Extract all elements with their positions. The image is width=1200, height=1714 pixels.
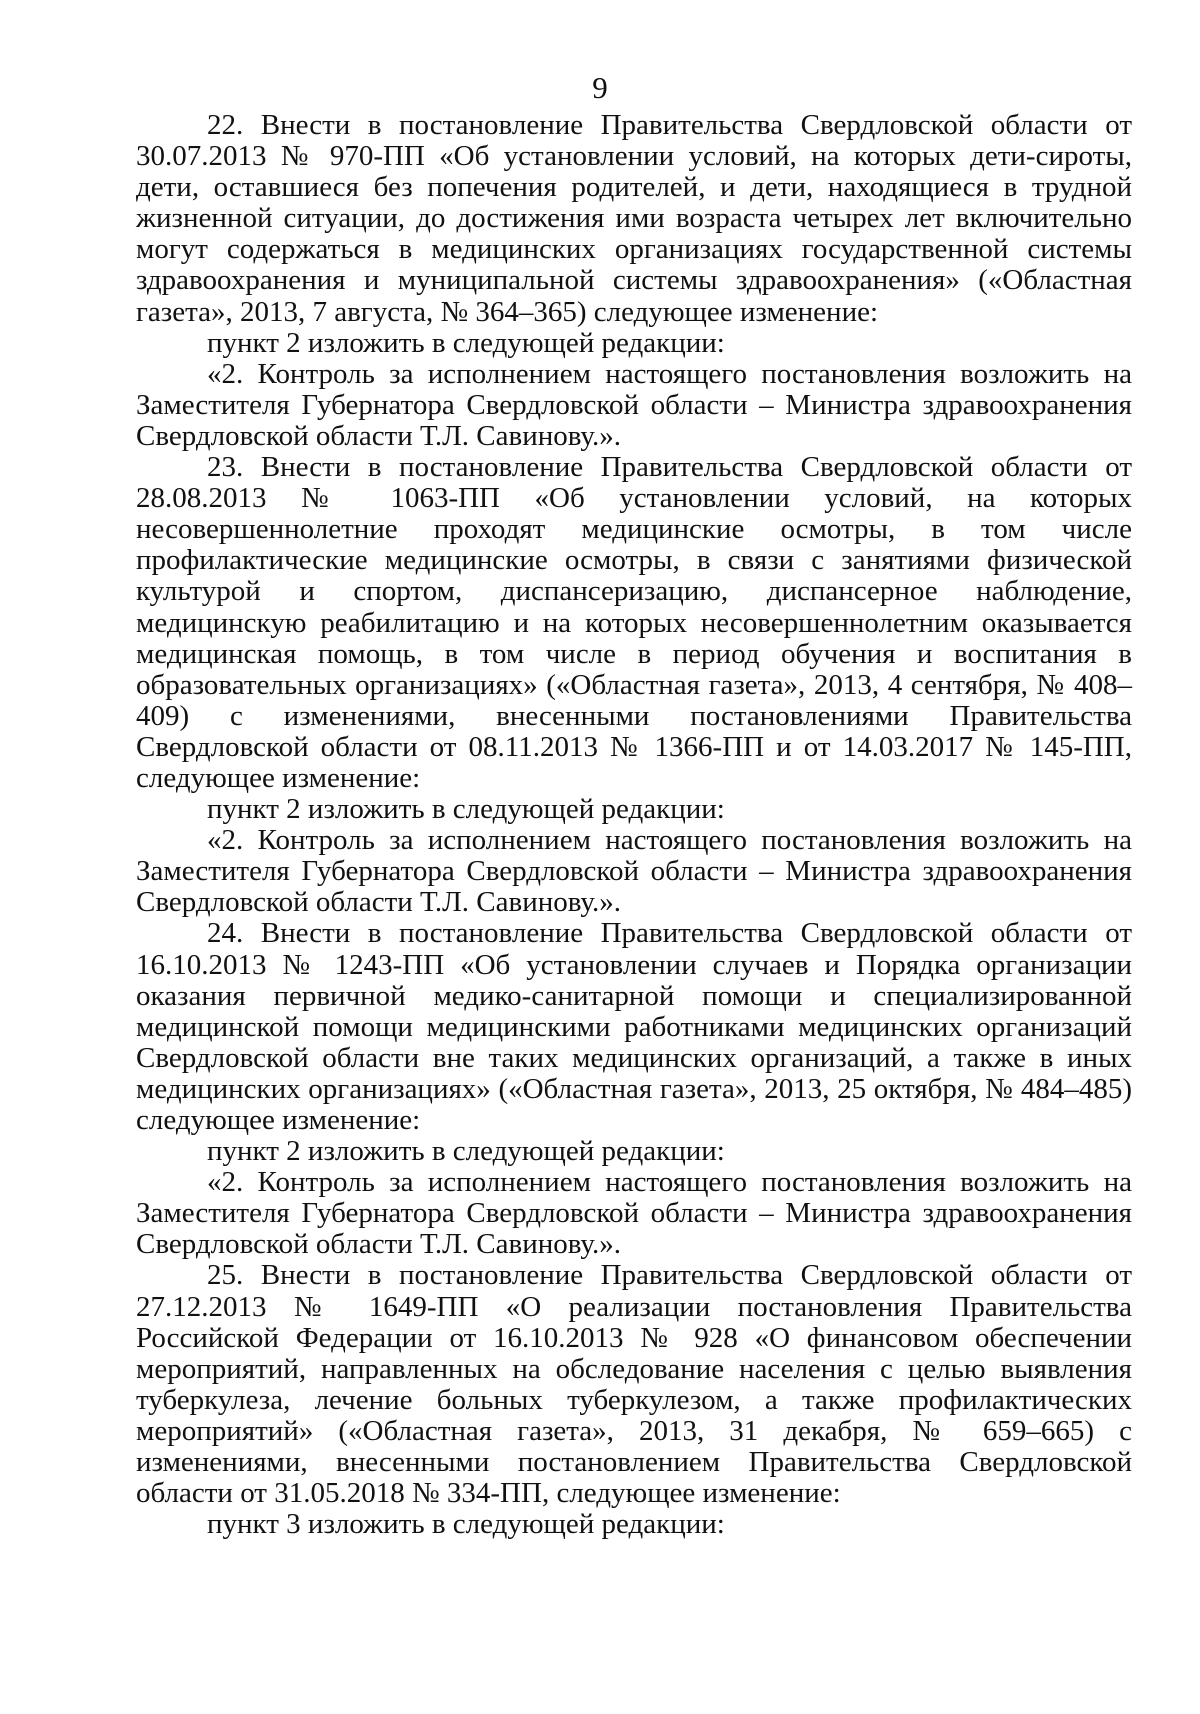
paragraph-item-24-new-text: «2. Контроль за исполнением настоящего постановления возложить на Заместителя Губернатора Свердловской области – Министра здравоохранения Свердловской области Т.Л. Савинову.». [136, 1166, 1132, 1261]
document-body [136, 110, 1132, 1540]
paragraph-item-23-new-text: «2. Контроль за исполнением настоящего постановления возложить на Заместителя Губернатора Свердловской области – Министра здравоохранения Свердловской области Т.Л. Савинову.». [136, 824, 1132, 919]
paragraph-item-22: 22. Внести в постановление Правительства Свердловской области от 30.07.2013 № 970-ПП «Об установлении условий, на которых дети-сироты, дети, оставшиеся без попечения родителей, и дети, находящиеся в трудной жизненной ситуации, до достижения ими возраста четырех лет включительно могут содержаться в медицинских организациях государственной системы здравоохранения и муниципальной системы здравоохранения» («Областная газета», 2013, 7 августа, № 364–365) следующее изменение: [136, 109, 1132, 328]
paragraph-item-25-instruction: пункт 3 изложить в следующей редакции: [207, 1508, 725, 1541]
paragraph-item-22-instruction: пункт 2 изложить в следующей редакции: [207, 326, 725, 359]
paragraph-item-24-instruction: пункт 2 изложить в следующей редакции: [207, 1135, 725, 1168]
paragraph-item-24: 24. Внести в постановление Правительства Свердловской области от 16.10.2013 № 1243-ПП «Об установлении случаев и Порядка организации оказания первичной медико-санитарной помощи и специализированной медицинской помощи медицинскими работниками медицинских организаций Свердловской области вне таких медицинских организаций, а также в иных медицинских организациях» («Областная газета», 2013, 25 октября, № 484–485) следующее изменение: [136, 917, 1132, 1136]
paragraph-item-23-instruction: пункт 2 изложить в следующей редакции: [207, 793, 725, 826]
page-number: 9 [592, 70, 608, 105]
paragraph-item-22-new-text: «2. Контроль за исполнением настоящего постановления возложить на Заместителя Губернатора Свердловской области – Министра здравоохранения Свердловской области Т.Л. Савинову.». [136, 357, 1132, 452]
paragraph-item-23: 23. Внести в постановление Правительства Свердловской области от 28.08.2013 № 1063-ПП «Об установлении условий, на которых несовершеннолетние проходят медицинские осмотры, в том числе профилактические медицинские осмотры, в связи с занятиями физической культурой и спортом, диспансеризацию, диспансерное наблюдение, медицинскую реабилитацию и на которых несовершеннолетним оказывается медицинская помощь, в том числе в период обучения и воспитания в образовательных организациях» («Областная газета», 2013, 4 сентября, № 408–409) с изменениями, внесенными постановлениями Правительства Свердловской области от 08.11.2013 № 1366-ПП и от 14.03.2017 № 145-ПП, следующее изменение: [136, 451, 1132, 794]
paragraph-item-25: 25. Внести в постановление Правительства Свердловской области от 27.12.2013 № 1649-ПП «О реализации постановления Правительства Российской Федерации от 16.10.2013 № 928 «О финансовом обеспечении мероприятий, направленных на обследование населения с целью выявления туберкулеза, лечение больных туберкулезом, а также профилактических мероприятий» («Областная газета», 2013, 31 декабря, № 659–665) с изменениями, внесенными постановлением Правительства Свердловской области от 31.05.2018 № 334-ПП, следующее изменение: [136, 1259, 1132, 1510]
